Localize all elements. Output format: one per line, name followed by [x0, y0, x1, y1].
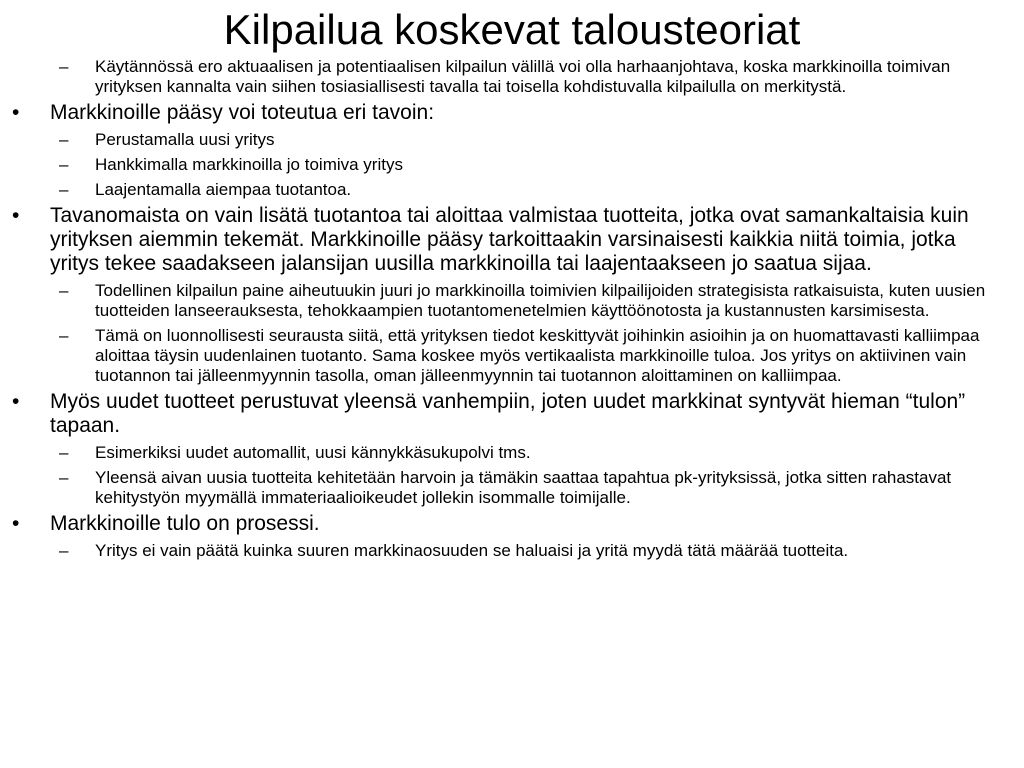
sub-bullet-item	[0, 180, 1024, 200]
bullet-text: Myös uudet tuotteet perustuvat yleensä vanhempiin, joten uudet markkinat syntyvät hieman “tulon” tapaan.	[50, 390, 966, 437]
sub-bullet-item	[0, 541, 1024, 561]
sub-bullet-item	[0, 468, 1024, 508]
bullet-text: Tavanomaista on vain lisätä tuotantoa tai aloittaa valmistaa tuotteita, jotka ovat samankaltaisia kuin yrityksen aiemmin tekemät. Markkinoille pääsy tarkoittaakin varsinaisesti kaikkia niitä toimia, jotka yritys tekee saadakseen jalansijan uusilla markkinoilla tai laajentaakseen jo saatua sijaa.	[50, 204, 969, 275]
dash-marker: –	[59, 541, 69, 560]
sub-bullet-item	[0, 57, 1024, 97]
dash-marker: –	[59, 180, 69, 199]
bullet-marker: •	[12, 512, 20, 535]
sub-bullet-item	[0, 443, 1024, 463]
dash-marker: –	[59, 155, 69, 174]
dash-marker: –	[59, 468, 69, 487]
sub-bullet-item	[0, 155, 1024, 175]
bullet-item	[0, 390, 1024, 438]
sub-bullet-text: Käytännössä ero aktuaalisen ja potentiaalisen kilpailun välillä voi olla harhaanjohtava, koska markkinoilla toimivan yrityksen kannalta vain siihen tosiasiallisesti tavalla tai toisella kohdistuvalla kilpailulla on merkitystä.	[95, 57, 951, 96]
sub-bullet-item	[0, 130, 1024, 150]
dash-marker: –	[59, 281, 69, 300]
dash-marker: –	[59, 443, 69, 462]
slide-title: Kilpailua koskevat talousteoriat	[223, 6, 801, 53]
sub-bullet-text: Yritys ei vain päätä kuinka suuren markkinaosuuden se haluaisi ja yritä myydä tätä määrää tuotteita.	[95, 541, 849, 560]
bullet-text: Markkinoille pääsy voi toteutua eri tavoin:	[50, 101, 435, 124]
sub-bullet-text: Esimerkiksi uudet automallit, uusi kännykkäsukupolvi tms.	[95, 443, 531, 462]
bullet-text: Markkinoille tulo on prosessi.	[50, 512, 320, 535]
dash-marker: –	[59, 130, 69, 149]
sub-bullet-text: Hankkimalla markkinoilla jo toimiva yritys	[95, 155, 403, 174]
sub-bullet-text: Yleensä aivan uusia tuotteita kehitetään harvoin ja tämäkin saattaa tapahtua pk-yrityksissä, jotka sitten rahastavat kehitystyön myymällä immateriaalioikeudet jollekin isommalle toimijalle.	[95, 468, 952, 507]
sub-bullet-text: Laajentamalla aiempaa tuotantoa.	[95, 180, 352, 199]
sub-bullet-item	[0, 326, 1024, 386]
bullet-marker: •	[12, 390, 20, 413]
sub-bullet-item	[0, 281, 1024, 321]
bullet-item	[0, 101, 1024, 125]
dash-marker: –	[59, 326, 69, 345]
bullet-marker: •	[12, 101, 20, 124]
bullet-item	[0, 512, 1024, 536]
sub-bullet-text: Tämä on luonnollisesti seurausta siitä, että yrityksen tiedot keskittyvät joihinkin asioihin ja on huomattavasti kalliimpaa aloittaa täysin uudenlainen tuotanto. Sama koskee myös vertikaalista markkinoille tuloa. Jos yritys on aktiivinen vain tuotannon tai jälleenmyynnin tasolla, oman jälleenmyynnin tai tuotannon aloittaminen on kalliimpaa.	[95, 326, 980, 385]
sub-bullet-text: Perustamalla uusi yritys	[95, 130, 275, 149]
slide-body	[0, 57, 1024, 561]
dash-marker: –	[59, 57, 69, 76]
bullet-item	[0, 204, 1024, 276]
sub-bullet-text: Todellinen kilpailun paine aiheutuukin juuri jo markkinoilla toimivien kilpailijoiden strategisista ratkaisuista, kuten uusien tuotteiden lanseerauksesta, tehokkaampien tuotantomenetelmien käyttöönotosta ja kustannusten karsimisesta.	[95, 281, 986, 320]
bullet-marker: •	[12, 204, 20, 227]
